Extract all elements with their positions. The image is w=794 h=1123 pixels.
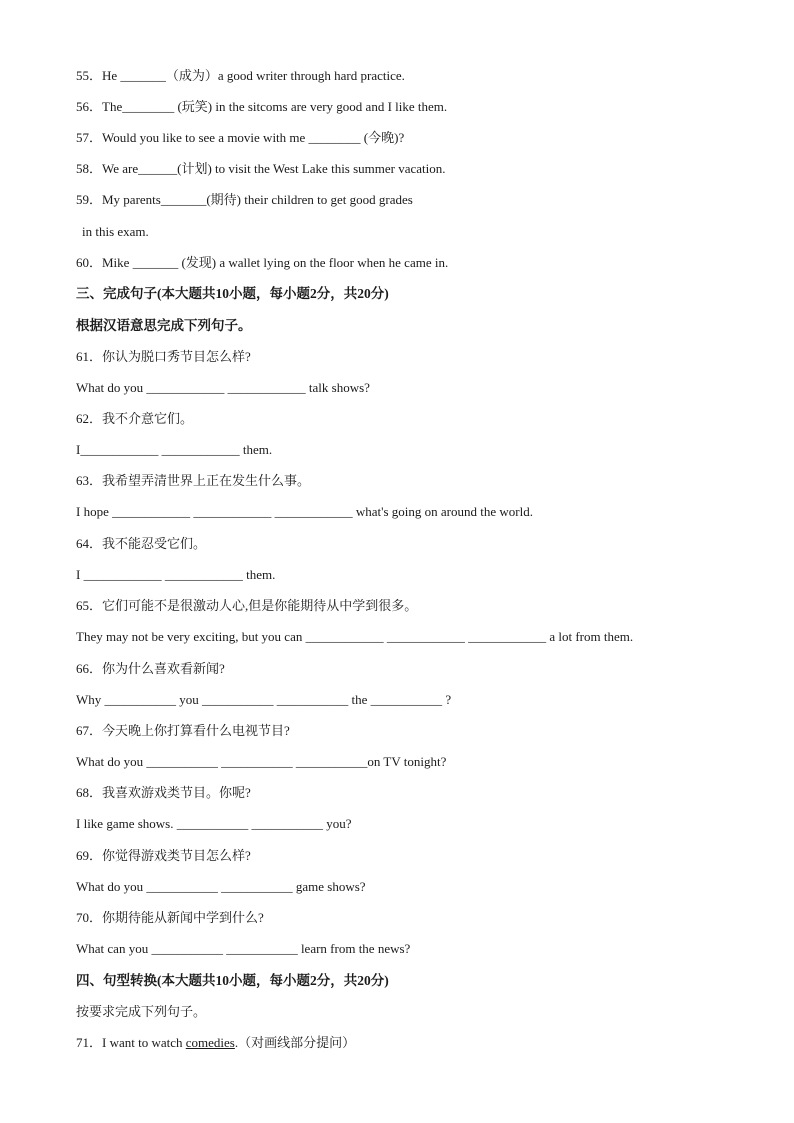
question-62-english: I____________ ____________ them. (76, 442, 273, 457)
question-61-chinese: 61．你认为脱口秀节目怎么样? (76, 349, 251, 364)
question-71-prefix: 71．I want to watch (76, 1035, 186, 1050)
question-67-chinese: 67．今天晚上你打算看什么电视节目? (76, 723, 290, 738)
question-65-chinese: 65．它们可能不是很激动人心,但是你能期待从中学到很多。 (76, 598, 418, 613)
question-64-chinese: 64．我不能忍受它们。 (76, 536, 207, 551)
question-62-chinese: 62．我不介意它们。 (76, 411, 194, 426)
question-63-english: I hope ____________ ____________ ____________ what's going on around the world. (76, 504, 533, 519)
section-4-instruction: 按要求完成下列句子。 (76, 1004, 207, 1019)
section-3-heading: 三、完成句子(本大题共10小题，每小题2分，共20分) (76, 286, 389, 301)
question-64-english: I ____________ ____________ them. (76, 567, 276, 582)
question-57: 57．Would you like to see a movie with me ________ (今晚)? (76, 130, 405, 145)
section-3-instruction: 根据汉语意思完成下列句子。 (76, 318, 252, 333)
question-63-chinese: 63．我希望弄清世界上正在发生什么事。 (76, 473, 311, 488)
question-67-english: What do you ___________ ___________ ___________on TV tonight? (76, 754, 447, 769)
question-70-chinese: 70．你期待能从新闻中学到什么? (76, 910, 264, 925)
section-4-heading: 四、句型转换(本大题共10小题，每小题2分，共20分) (76, 973, 389, 988)
question-61-english: What do you ____________ ____________ talk shows? (76, 380, 370, 395)
question-55: 55．He _______（成为）a good writer through hard practice. (76, 68, 405, 83)
question-68-chinese: 68．我喜欢游戏类节目。你呢? (76, 785, 251, 800)
question-69-chinese: 69．你觉得游戏类节目怎么样? (76, 848, 251, 863)
question-69-english: What do you ___________ ___________ game shows? (76, 879, 366, 894)
question-58: 58．We are______(计划) to visit the West Lake this summer vacation. (76, 161, 446, 176)
question-60: 60．Mike _______ (发现) a wallet lying on the floor when he came in. (76, 255, 449, 270)
question-59: 59．My parents_______(期待) their children to get good grades (76, 192, 413, 207)
question-66-english: Why ___________ you ___________ ___________ the ___________ ? (76, 692, 452, 707)
question-65-english: They may not be very exciting, but you can ____________ ____________ ____________ a lot from them. (76, 629, 634, 644)
question-70-english: What can you ___________ ___________ learn from the news? (76, 941, 411, 956)
question-66-chinese: 66．你为什么喜欢看新闻? (76, 661, 225, 676)
question-71 (76, 1035, 355, 1051)
question-68-english: I like game shows. ___________ ___________ you? (76, 816, 352, 831)
question-59-continuation: in this exam. (82, 224, 149, 239)
question-71-underlined-word: comedies (185, 1035, 235, 1050)
question-56: 56．The________ (玩笑) in the sitcoms are very good and I like them. (76, 99, 448, 114)
question-71-suffix: .（对画线部分提问） (234, 1035, 356, 1050)
